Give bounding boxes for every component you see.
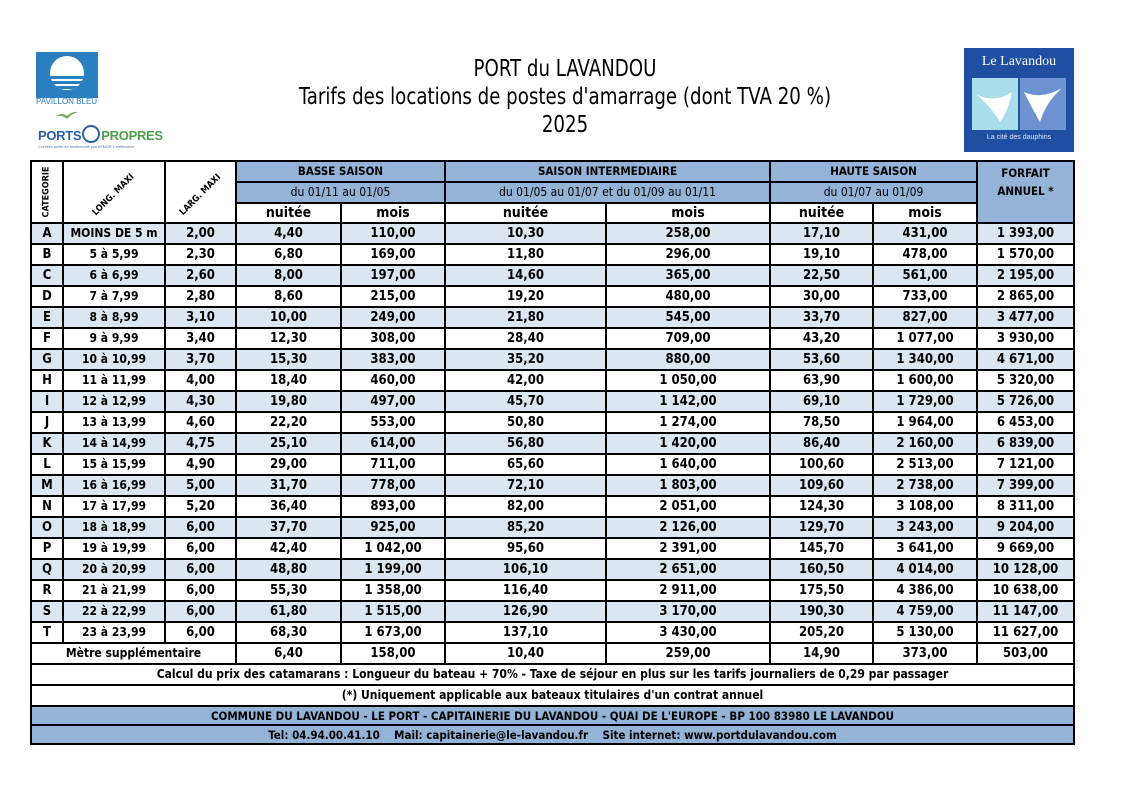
table-row [31, 223, 1074, 244]
dolphin-tail-left-icon [972, 78, 1018, 130]
cell-inter-nuitee: 116,40 [445, 580, 606, 601]
cell-basse-mois: 1 673,00 [341, 622, 445, 643]
cell-forfait-annuel: 11 627,00 [977, 622, 1074, 643]
cell-forfait-annuel: 3 477,00 [977, 307, 1074, 328]
title-year: 2025 [541, 112, 589, 138]
cell-haute-nuitee: 124,30 [770, 496, 873, 517]
cell-haute-nuitee: 129,70 [770, 517, 873, 538]
cell-basse-nuitee: 8,00 [236, 265, 341, 286]
cell-haute-mois: 2 738,00 [873, 475, 977, 496]
cell-haute-mois: 3 243,00 [873, 517, 977, 538]
cell-inter-mois: 1 142,00 [606, 391, 770, 412]
cell-inter-nuitee: 72,10 [445, 475, 606, 496]
cell-forfait-annuel: 7 399,00 [977, 475, 1074, 496]
cell-haute-nuitee: 19,10 [770, 244, 873, 265]
cell-inter-mois: 296,00 [606, 244, 770, 265]
le-lavandou-logo [964, 48, 1074, 152]
cell-basse-mois: 460,00 [341, 370, 445, 391]
extra-basse-mois: 158,00 [341, 643, 445, 664]
cell-basse-mois: 925,00 [341, 517, 445, 538]
table-row [31, 496, 1074, 517]
cell-inter-mois: 709,00 [606, 328, 770, 349]
tarif-rows [31, 223, 1074, 643]
ports-word: PORTS [38, 128, 82, 143]
cell-forfait-annuel: 8 311,00 [977, 496, 1074, 517]
cell-basse-nuitee: 19,80 [236, 391, 341, 412]
table-row [31, 475, 1074, 496]
cell-forfait-annuel: 7 121,00 [977, 454, 1074, 475]
cell-haute-mois: 431,00 [873, 223, 977, 244]
header-haute-saison: HAUTE SAISON [770, 161, 977, 182]
cell-inter-mois: 480,00 [606, 286, 770, 307]
title-line-2: Tarifs des locations de postes d'amarrage (dont TVA 20 %) [298, 84, 832, 110]
header-forfait-annuel: FORFAIT ANNUEL * [977, 161, 1074, 223]
cell-haute-nuitee: 190,30 [770, 601, 873, 622]
cell-categorie: C [31, 265, 63, 286]
cell-haute-nuitee: 22,50 [770, 265, 873, 286]
cell-basse-nuitee: 4,40 [236, 223, 341, 244]
cell-haute-mois: 4 014,00 [873, 559, 977, 580]
cell-inter-nuitee: 137,10 [445, 622, 606, 643]
cell-forfait-annuel: 4 671,00 [977, 349, 1074, 370]
cell-inter-nuitee: 85,20 [445, 517, 606, 538]
extra-metre-label: Mètre supplémentaire [31, 643, 236, 664]
cell-basse-nuitee: 61,80 [236, 601, 341, 622]
cell-categorie: I [31, 391, 63, 412]
cell-inter-mois: 1 640,00 [606, 454, 770, 475]
cell-haute-mois: 478,00 [873, 244, 977, 265]
cell-basse-mois: 110,00 [341, 223, 445, 244]
cell-basse-nuitee: 10,00 [236, 307, 341, 328]
cell-haute-mois: 5 130,00 [873, 622, 977, 643]
cell-basse-mois: 711,00 [341, 454, 445, 475]
cell-long-maxi: 16 à 16,99 [63, 475, 165, 496]
cell-basse-nuitee: 6,80 [236, 244, 341, 265]
cell-haute-mois: 827,00 [873, 307, 977, 328]
cell-basse-nuitee: 48,80 [236, 559, 341, 580]
cell-larg-maxi: 3,10 [165, 307, 236, 328]
cell-basse-mois: 1 358,00 [341, 580, 445, 601]
cell-larg-maxi: 5,20 [165, 496, 236, 517]
cell-inter-mois: 365,00 [606, 265, 770, 286]
table-row [31, 265, 1074, 286]
cell-inter-mois: 1 803,00 [606, 475, 770, 496]
cell-inter-nuitee: 42,00 [445, 370, 606, 391]
cell-haute-nuitee: 100,60 [770, 454, 873, 475]
table-row [31, 622, 1074, 643]
cell-basse-mois: 778,00 [341, 475, 445, 496]
cell-haute-nuitee: 33,70 [770, 307, 873, 328]
cell-forfait-annuel: 1 570,00 [977, 244, 1074, 265]
cell-long-maxi: 8 à 8,99 [63, 307, 165, 328]
cell-haute-mois: 3 108,00 [873, 496, 977, 517]
cell-inter-mois: 1 050,00 [606, 370, 770, 391]
basse-mois-header: mois [341, 203, 445, 223]
cell-larg-maxi: 4,60 [165, 412, 236, 433]
extra-inter-nuitee: 10,40 [445, 643, 606, 664]
cell-inter-mois: 2 051,00 [606, 496, 770, 517]
cell-inter-nuitee: 14,60 [445, 265, 606, 286]
cell-basse-mois: 169,00 [341, 244, 445, 265]
header-basse-saison: BASSE SAISON [236, 161, 445, 182]
cell-basse-nuitee: 25,10 [236, 433, 341, 454]
header-long-maxi: LONG. MAXI [63, 161, 165, 223]
haute-nuitee-header: nuitée [770, 203, 873, 223]
cell-long-maxi: 7 à 7,99 [63, 286, 165, 307]
cell-inter-mois: 1 274,00 [606, 412, 770, 433]
table-row [31, 286, 1074, 307]
title-line-1: PORT du LAVANDOU [473, 56, 657, 82]
seagull-icon [56, 110, 78, 120]
cell-larg-maxi: 4,75 [165, 433, 236, 454]
table-row [31, 580, 1074, 601]
cell-basse-nuitee: 68,30 [236, 622, 341, 643]
cell-long-maxi: 9 à 9,99 [63, 328, 165, 349]
forfait-note: (*) Uniquement applicable aux bateaux titulaires d'un contrat annuel [31, 685, 1074, 706]
cell-inter-nuitee: 21,80 [445, 307, 606, 328]
cell-inter-mois: 3 170,00 [606, 601, 770, 622]
cell-larg-maxi: 6,00 [165, 580, 236, 601]
cell-basse-nuitee: 12,30 [236, 328, 341, 349]
cell-forfait-annuel: 2 195,00 [977, 265, 1074, 286]
cell-inter-nuitee: 19,20 [445, 286, 606, 307]
cell-basse-mois: 308,00 [341, 328, 445, 349]
cell-categorie: P [31, 538, 63, 559]
cell-haute-nuitee: 205,20 [770, 622, 873, 643]
cell-larg-maxi: 3,40 [165, 328, 236, 349]
cell-inter-mois: 2 126,00 [606, 517, 770, 538]
cell-categorie: J [31, 412, 63, 433]
cell-inter-mois: 1 420,00 [606, 433, 770, 454]
cell-basse-nuitee: 8,60 [236, 286, 341, 307]
table-row [31, 538, 1074, 559]
cell-long-maxi: 23 à 23,99 [63, 622, 165, 643]
cell-haute-nuitee: 109,60 [770, 475, 873, 496]
cell-basse-nuitee: 15,30 [236, 349, 341, 370]
cell-larg-maxi: 2,00 [165, 223, 236, 244]
basse-nuitee-header: nuitée [236, 203, 341, 223]
cell-haute-nuitee: 78,50 [770, 412, 873, 433]
cell-inter-nuitee: 28,40 [445, 328, 606, 349]
cell-long-maxi: 18 à 18,99 [63, 517, 165, 538]
table-row [31, 391, 1074, 412]
cell-basse-mois: 893,00 [341, 496, 445, 517]
cell-inter-nuitee: 82,00 [445, 496, 606, 517]
cell-long-maxi: 22 à 22,99 [63, 601, 165, 622]
cell-basse-nuitee: 55,30 [236, 580, 341, 601]
cell-categorie: O [31, 517, 63, 538]
cell-long-maxi: MOINS DE 5 m [63, 223, 165, 244]
cell-basse-mois: 497,00 [341, 391, 445, 412]
cell-categorie: M [31, 475, 63, 496]
cell-basse-nuitee: 29,00 [236, 454, 341, 475]
lavandou-logo-tagline: La cité des dauphins [986, 134, 1052, 141]
pavillon-flag-icon [50, 56, 84, 90]
cell-basse-nuitee: 42,40 [236, 538, 341, 559]
cell-forfait-annuel: 3 930,00 [977, 328, 1074, 349]
extra-forfait: 503,00 [977, 643, 1074, 664]
cell-forfait-annuel: 2 865,00 [977, 286, 1074, 307]
extra-inter-mois: 259,00 [606, 643, 770, 664]
cell-haute-mois: 4 386,00 [873, 580, 977, 601]
cell-forfait-annuel: 5 726,00 [977, 391, 1074, 412]
cell-long-maxi: 6 à 6,99 [63, 265, 165, 286]
cell-basse-nuitee: 37,70 [236, 517, 341, 538]
cell-forfait-annuel: 9 669,00 [977, 538, 1074, 559]
cell-categorie: K [31, 433, 63, 454]
cell-haute-mois: 2 160,00 [873, 433, 977, 454]
cell-larg-maxi: 2,80 [165, 286, 236, 307]
cell-basse-mois: 383,00 [341, 349, 445, 370]
cell-larg-maxi: 6,00 [165, 538, 236, 559]
cell-categorie: H [31, 370, 63, 391]
haute-mois-header: mois [873, 203, 977, 223]
intermediaire-dates: du 01/05 au 01/07 et du 01/09 au 01/11 [445, 182, 770, 203]
table-row [31, 349, 1074, 370]
cell-inter-mois: 545,00 [606, 307, 770, 328]
cell-larg-maxi: 6,00 [165, 517, 236, 538]
pavillon-bleu-logo [36, 52, 98, 98]
cell-larg-maxi: 2,60 [165, 265, 236, 286]
cell-basse-mois: 1 199,00 [341, 559, 445, 580]
cell-haute-mois: 561,00 [873, 265, 977, 286]
cell-categorie: S [31, 601, 63, 622]
cell-forfait-annuel: 10 638,00 [977, 580, 1074, 601]
pavillon-bleu-label: PAVILLON BLEU [36, 97, 98, 106]
cell-basse-mois: 1 042,00 [341, 538, 445, 559]
cell-haute-mois: 2 513,00 [873, 454, 977, 475]
cell-inter-mois: 880,00 [606, 349, 770, 370]
table-row [31, 244, 1074, 265]
cell-haute-nuitee: 63,90 [770, 370, 873, 391]
cell-inter-mois: 2 391,00 [606, 538, 770, 559]
tarif-table [30, 160, 1075, 745]
cell-haute-nuitee: 175,50 [770, 580, 873, 601]
cell-larg-maxi: 6,00 [165, 559, 236, 580]
extra-haute-nuitee: 14,90 [770, 643, 873, 664]
basse-saison-dates: du 01/11 au 01/05 [236, 182, 445, 203]
cell-inter-nuitee: 56,80 [445, 433, 606, 454]
cell-categorie: D [31, 286, 63, 307]
table-row [31, 559, 1074, 580]
footer-contact: Tel: 04.94.00.41.10 Mail: capitainerie@le-lavandou.fr Site internet: www.portdulavandou.com [31, 725, 1074, 744]
cell-basse-mois: 215,00 [341, 286, 445, 307]
cell-long-maxi: 21 à 21,99 [63, 580, 165, 601]
catamaran-note: Calcul du prix des catamarans : Longueur du bateau + 70% - Taxe de séjour en plus sur les tarifs journaliers de 0,29 par passager [31, 664, 1074, 685]
cell-long-maxi: 5 à 5,99 [63, 244, 165, 265]
cell-inter-nuitee: 95,60 [445, 538, 606, 559]
ports-propres-tagline: Certifiés actifs en biodiversité par AFNOR Certification [38, 144, 135, 149]
cell-categorie: A [31, 223, 63, 244]
cell-larg-maxi: 6,00 [165, 622, 236, 643]
cell-forfait-annuel: 9 204,00 [977, 517, 1074, 538]
cell-haute-nuitee: 17,10 [770, 223, 873, 244]
cell-basse-nuitee: 18,40 [236, 370, 341, 391]
power-fish-icon [82, 125, 100, 143]
cell-larg-maxi: 2,30 [165, 244, 236, 265]
cell-larg-maxi: 4,00 [165, 370, 236, 391]
lavandou-logo-title: Le Lavandou [981, 54, 1057, 69]
extra-haute-mois: 373,00 [873, 643, 977, 664]
cell-haute-mois: 1 077,00 [873, 328, 977, 349]
dolphin-tail-right-icon [1020, 78, 1066, 130]
cell-haute-nuitee: 160,50 [770, 559, 873, 580]
cell-inter-nuitee: 126,90 [445, 601, 606, 622]
propres-word: PROPRES [101, 128, 163, 143]
ports-propres-logo [38, 125, 163, 143]
extra-basse-nuitee: 6,40 [236, 643, 341, 664]
cell-basse-mois: 1 515,00 [341, 601, 445, 622]
table-row [31, 412, 1074, 433]
cell-forfait-annuel: 5 320,00 [977, 370, 1074, 391]
cell-inter-nuitee: 11,80 [445, 244, 606, 265]
cell-inter-nuitee: 50,80 [445, 412, 606, 433]
cell-long-maxi: 13 à 13,99 [63, 412, 165, 433]
cell-haute-nuitee: 145,70 [770, 538, 873, 559]
extra-metre-row [31, 643, 1074, 664]
cell-forfait-annuel: 6 453,00 [977, 412, 1074, 433]
cell-basse-mois: 249,00 [341, 307, 445, 328]
cell-forfait-annuel: 1 393,00 [977, 223, 1074, 244]
cell-categorie: G [31, 349, 63, 370]
cell-inter-nuitee: 35,20 [445, 349, 606, 370]
cell-haute-nuitee: 86,40 [770, 433, 873, 454]
cell-inter-mois: 3 430,00 [606, 622, 770, 643]
cell-haute-nuitee: 69,10 [770, 391, 873, 412]
cell-basse-mois: 614,00 [341, 433, 445, 454]
cell-forfait-annuel: 11 147,00 [977, 601, 1074, 622]
cell-long-maxi: 12 à 12,99 [63, 391, 165, 412]
cell-haute-mois: 1 729,00 [873, 391, 977, 412]
cell-haute-mois: 733,00 [873, 286, 977, 307]
inter-nuitee-header: nuitée [445, 203, 606, 223]
table-row [31, 370, 1074, 391]
cell-larg-maxi: 6,00 [165, 601, 236, 622]
cell-larg-maxi: 3,70 [165, 349, 236, 370]
table-row [31, 307, 1074, 328]
cell-basse-nuitee: 22,20 [236, 412, 341, 433]
table-row [31, 601, 1074, 622]
cell-categorie: B [31, 244, 63, 265]
table-row [31, 454, 1074, 475]
cell-categorie: T [31, 622, 63, 643]
header-saison-intermediaire: SAISON INTERMEDIAIRE [445, 161, 770, 182]
cell-categorie: Q [31, 559, 63, 580]
cell-basse-nuitee: 31,70 [236, 475, 341, 496]
cell-categorie: F [31, 328, 63, 349]
cell-basse-mois: 553,00 [341, 412, 445, 433]
cell-inter-nuitee: 65,60 [445, 454, 606, 475]
cell-inter-mois: 258,00 [606, 223, 770, 244]
cell-long-maxi: 20 à 20,99 [63, 559, 165, 580]
cell-haute-nuitee: 30,00 [770, 286, 873, 307]
cell-haute-nuitee: 43,20 [770, 328, 873, 349]
table-row [31, 517, 1074, 538]
cell-basse-nuitee: 36,40 [236, 496, 341, 517]
cell-haute-mois: 1 964,00 [873, 412, 977, 433]
cell-inter-nuitee: 106,10 [445, 559, 606, 580]
cell-haute-mois: 3 641,00 [873, 538, 977, 559]
cell-forfait-annuel: 6 839,00 [977, 433, 1074, 454]
cell-haute-mois: 4 759,00 [873, 601, 977, 622]
cell-long-maxi: 14 à 14,99 [63, 433, 165, 454]
cell-categorie: L [31, 454, 63, 475]
cell-inter-nuitee: 45,70 [445, 391, 606, 412]
document-title [200, 55, 930, 139]
table-row [31, 433, 1074, 454]
inter-mois-header: mois [606, 203, 770, 223]
cell-categorie: E [31, 307, 63, 328]
cell-larg-maxi: 5,00 [165, 475, 236, 496]
cell-larg-maxi: 4,90 [165, 454, 236, 475]
table-row [31, 328, 1074, 349]
cell-categorie: R [31, 580, 63, 601]
header-categorie: CATEGORIE [31, 161, 63, 223]
cell-larg-maxi: 4,30 [165, 391, 236, 412]
cell-haute-nuitee: 53,60 [770, 349, 873, 370]
header-larg-maxi: LARG. MAXI [165, 161, 236, 223]
footer-address: COMMUNE DU LAVANDOU - LE PORT - CAPITAINERIE DU LAVANDOU - QUAI DE L'EUROPE - BP 100 83980 LE LAVANDOU [31, 706, 1074, 725]
cell-haute-mois: 1 340,00 [873, 349, 977, 370]
cell-long-maxi: 11 à 11,99 [63, 370, 165, 391]
cell-forfait-annuel: 10 128,00 [977, 559, 1074, 580]
cell-long-maxi: 10 à 10,99 [63, 349, 165, 370]
cell-long-maxi: 15 à 15,99 [63, 454, 165, 475]
cell-long-maxi: 17 à 17,99 [63, 496, 165, 517]
cell-inter-mois: 2 911,00 [606, 580, 770, 601]
cell-haute-mois: 1 600,00 [873, 370, 977, 391]
cell-inter-nuitee: 10,30 [445, 223, 606, 244]
cell-basse-mois: 197,00 [341, 265, 445, 286]
haute-saison-dates: du 01/07 au 01/09 [770, 182, 977, 203]
cell-inter-mois: 2 651,00 [606, 559, 770, 580]
cell-long-maxi: 19 à 19,99 [63, 538, 165, 559]
cell-categorie: N [31, 496, 63, 517]
